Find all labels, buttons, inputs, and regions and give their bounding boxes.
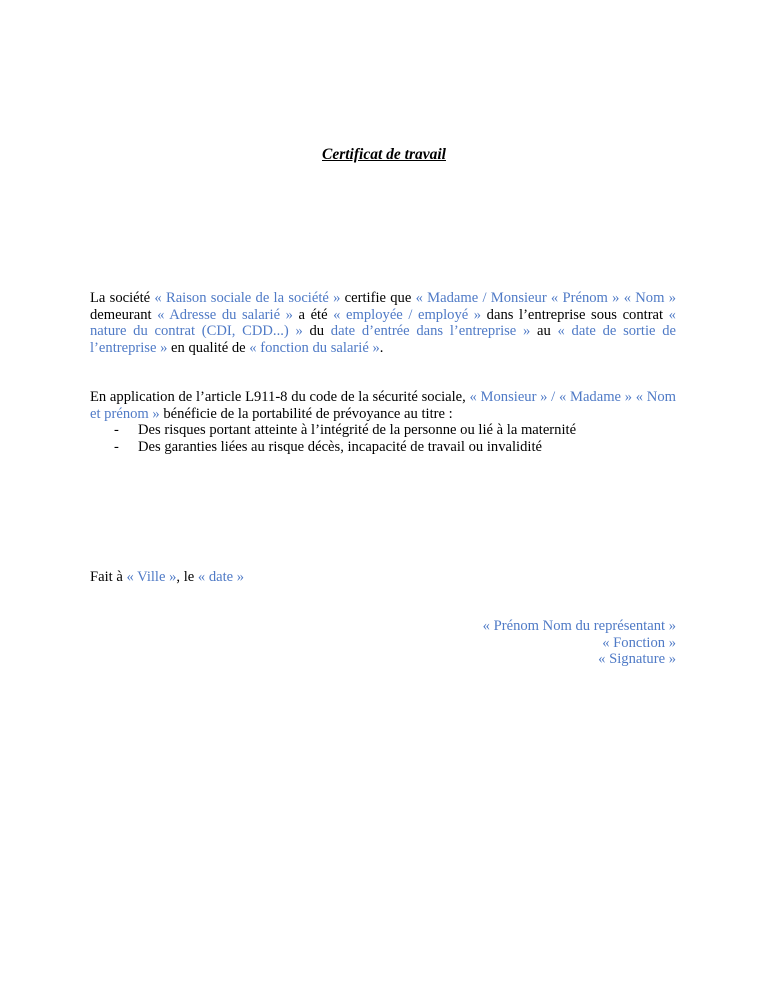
text-fragment: en qualité de	[167, 339, 250, 356]
employment-paragraph	[90, 290, 676, 356]
signature-block	[483, 618, 676, 668]
text-fragment: au	[530, 323, 558, 339]
start-date-placeholder: date d’entrée dans l’entreprise »	[330, 323, 531, 339]
representative-name-placeholder: « Prénom Nom du représentant »	[482, 618, 676, 634]
city-placeholder: « Ville »	[126, 569, 177, 585]
full-name-placeholder: « Nom et prénom »	[90, 389, 676, 422]
text-fragment: certifie que	[340, 290, 416, 306]
end-date-placeholder: « date de sortie de l’entreprise »	[90, 323, 677, 356]
civility-firstname-placeholder: « Madame / Monsieur « Prénom »	[415, 290, 620, 306]
address-placeholder: « Adresse du salarié »	[157, 306, 293, 323]
text-fragment: a été	[292, 306, 334, 323]
portability-intro	[90, 389, 676, 422]
contract-type-placeholder: « nature du contrat (CDI, CDD...) »	[90, 306, 676, 339]
text-fragment: , le	[176, 569, 198, 585]
text-fragment: Fait à	[90, 569, 127, 585]
text-fragment: La société	[90, 290, 155, 306]
portability-paragraph	[90, 389, 676, 455]
document-title: Certificat de travail	[322, 146, 446, 163]
text-fragment: demeurant	[90, 306, 158, 323]
company-name-placeholder: « Raison sociale de la société »	[154, 290, 341, 306]
date-placeholder: « date »	[197, 569, 245, 585]
coverage-list	[90, 422, 676, 455]
list-item	[90, 422, 676, 439]
text-fragment: bénéficie de la portabilité de prévoyance au titre :	[159, 405, 453, 422]
list-item-text: Des garanties liées au risque décès, incapacité de travail ou invalidité	[138, 438, 543, 455]
job-title-placeholder: « fonction du salarié »	[249, 339, 380, 356]
dash-bullet: -	[114, 438, 119, 455]
representative-role-placeholder: « Fonction »	[602, 634, 676, 651]
dash-bullet: -	[114, 422, 119, 438]
employed-placeholder: « employée / employé »	[333, 306, 482, 323]
text-fragment: du	[302, 323, 331, 339]
place-date-line	[90, 569, 244, 586]
text-fragment: .	[379, 339, 384, 356]
list-item-text: Des risques portant atteinte à l’intégrité de la personne ou lié à la maternité	[138, 422, 577, 438]
text-fragment: dans l’entreprise sous contrat	[481, 306, 669, 323]
text-fragment: En application de l’article L911-8 du code de la sécurité sociale,	[90, 389, 470, 405]
lastname-placeholder: « Nom »	[623, 290, 676, 306]
signature-placeholder: « Signature »	[598, 651, 676, 667]
list-item	[90, 439, 676, 456]
civility-placeholder: « Monsieur » / « Madame »	[469, 389, 633, 405]
